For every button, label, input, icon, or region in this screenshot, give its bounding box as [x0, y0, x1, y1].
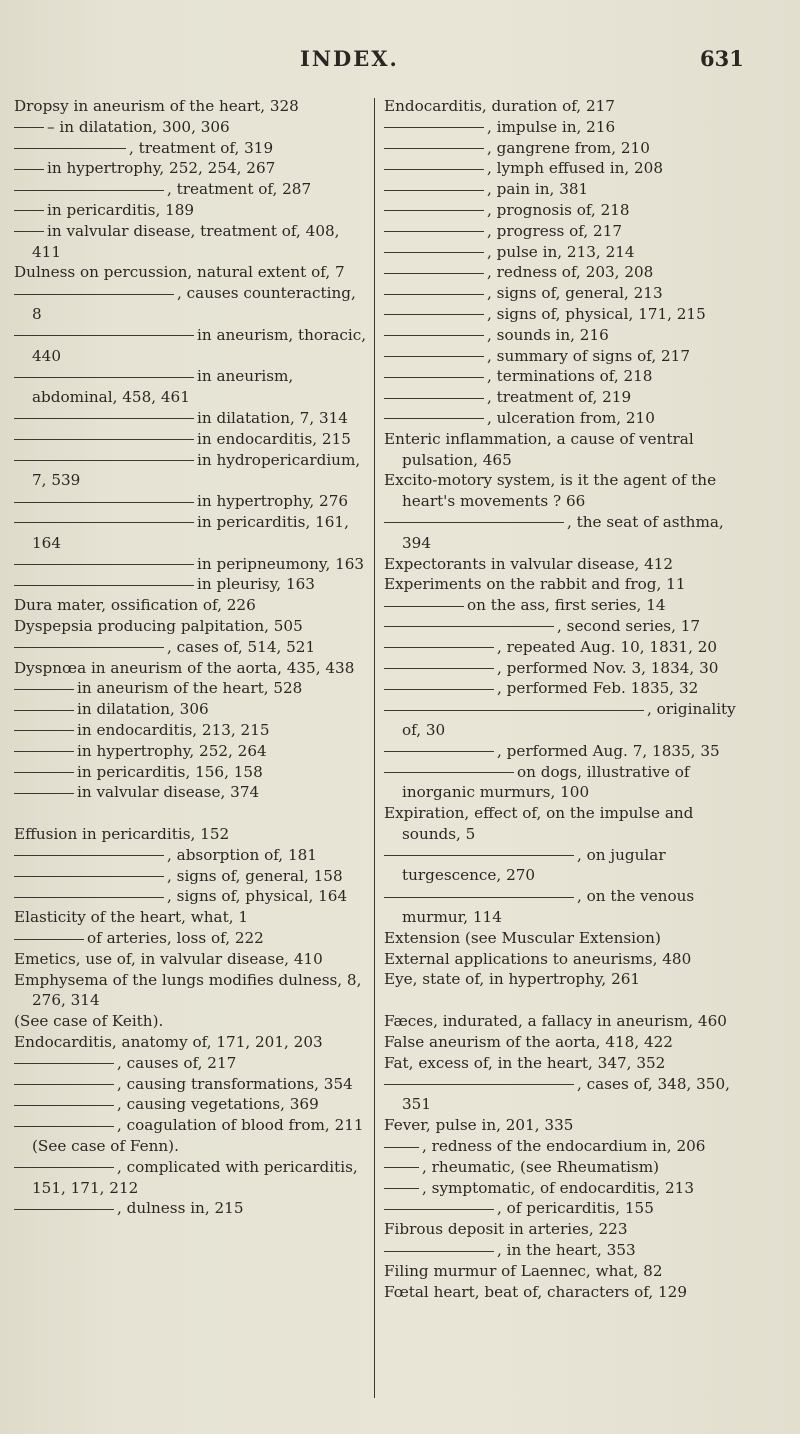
repeat-dash: [384, 647, 494, 648]
index-entry: [384, 678, 754, 699]
entry-text: , pain in, 381: [487, 180, 589, 199]
entry-text: , signs of, general, 158: [167, 866, 343, 885]
entry-text: in pericarditis, 189: [47, 200, 195, 219]
repeat-dash: [14, 772, 74, 773]
repeat-dash: [384, 626, 554, 627]
repeat-dash: [384, 377, 484, 378]
index-entry: [14, 699, 369, 720]
entry-text: in peripneumony, 163: [197, 554, 365, 573]
index-entry: [14, 366, 369, 408]
entry-text: , treatment of, 319: [129, 138, 274, 157]
repeat-dash: [14, 1126, 114, 1127]
repeat-dash: [384, 1251, 494, 1252]
index-entry: [384, 1261, 754, 1282]
index-entry: [384, 595, 754, 616]
index-entry: [384, 1032, 754, 1053]
entry-gap: [14, 803, 369, 824]
entry-text: in pericarditis, 161, 164: [32, 512, 349, 552]
entry-text: Endocarditis, anatomy of, 171, 201, 203: [14, 1033, 323, 1052]
index-entry: [14, 512, 369, 554]
entry-text: Fat, excess of, in the heart, 347, 352: [384, 1053, 666, 1072]
index-entry: [384, 512, 754, 554]
index-entry: [384, 969, 754, 990]
index-entry: [14, 408, 369, 429]
index-entry: [384, 616, 754, 637]
entry-text: , cases of, 348, 350, 351: [402, 1074, 730, 1114]
repeat-dash: [14, 647, 164, 648]
index-entry: [384, 325, 754, 346]
entry-text: Expiration, effect of, on the impulse and sounds, 5: [384, 804, 694, 843]
repeat-dash: [384, 210, 484, 211]
repeat-dash: [14, 190, 164, 191]
index-entry: [14, 491, 369, 512]
index-entry: [14, 325, 369, 367]
entry-text: in pericarditis, 156, 158: [77, 762, 263, 781]
index-entry: [14, 1157, 369, 1199]
repeat-dash: [384, 231, 484, 232]
entry-text: of arteries, loss of, 222: [87, 929, 264, 948]
entry-text: , ulceration from, 210: [487, 408, 655, 427]
index-entry: [384, 138, 754, 159]
repeat-dash: [14, 751, 74, 752]
entry-text: , symptomatic, of endocarditis, 213: [422, 1178, 695, 1197]
index-entry: [14, 1032, 369, 1053]
index-entry: [14, 741, 369, 762]
entry-text: , in the heart, 353: [497, 1241, 636, 1260]
entry-text: Elasticity of the heart, what, 1: [14, 908, 249, 927]
repeat-dash: [384, 252, 484, 253]
entry-text: , redness of the endocardium in, 206: [422, 1137, 706, 1156]
entry-text: Fibrous deposit in arteries, 223: [384, 1220, 628, 1239]
repeat-dash: [384, 273, 484, 274]
repeat-dash: [14, 294, 174, 295]
page-number: 631: [700, 46, 744, 71]
entry-text: , repeated Aug. 10, 1831, 20: [497, 637, 718, 656]
index-entry: [384, 1053, 754, 1074]
repeat-dash: [384, 710, 644, 711]
index-entry: [14, 158, 369, 179]
entry-text: – in dilatation, 300, 306: [47, 117, 230, 136]
repeat-dash: [384, 606, 464, 607]
index-entry: [384, 1157, 754, 1178]
index-entry: [384, 408, 754, 429]
index-entry: [14, 283, 369, 325]
index-entry: [384, 658, 754, 679]
entry-text: Fœtal heart, beat of, characters of, 129: [384, 1282, 687, 1301]
index-entry: [14, 179, 369, 200]
repeat-dash: [14, 793, 74, 794]
index-column-left: [14, 96, 369, 1219]
repeat-dash: [384, 522, 564, 523]
index-entry: [384, 429, 754, 471]
entry-text: in dilatation, 306: [77, 700, 209, 719]
entry-text: , rheumatic, (see Rheumatism): [422, 1157, 660, 1176]
repeat-dash: [384, 294, 484, 295]
index-entry: [384, 949, 754, 970]
repeat-dash: [384, 356, 484, 357]
entry-text: Filing murmur of Laennec, what, 82: [384, 1261, 663, 1280]
repeat-dash: [384, 190, 484, 191]
index-entry: [14, 450, 369, 492]
index-entry: [14, 554, 369, 575]
repeat-dash: [14, 939, 84, 940]
entry-text: , lymph effused in, 208: [487, 159, 663, 178]
entry-gap: [384, 990, 754, 1011]
index-entry: [14, 949, 369, 970]
repeat-dash: [384, 897, 574, 898]
entry-text: , coagulation of blood from, 211 (See case of Fenn).: [32, 1116, 364, 1156]
repeat-dash: [14, 1063, 114, 1064]
repeat-dash: [14, 210, 44, 211]
index-entry: [384, 304, 754, 325]
repeat-dash: [384, 418, 484, 419]
entry-text: , prognosis of, 218: [487, 200, 630, 219]
entry-text: False aneurism of the aorta, 418, 422: [384, 1033, 673, 1052]
entry-text: Fæces, indurated, a fallacy in aneurism, 460: [384, 1012, 727, 1031]
entry-text: , causes of, 217: [117, 1053, 237, 1072]
entry-text: in dilatation, 7, 314: [197, 408, 348, 427]
index-entry: [384, 574, 754, 595]
entry-text: , signs of, physical, 171, 215: [487, 304, 706, 323]
repeat-dash: [14, 522, 194, 523]
entry-text: , complicated with pericarditis, 151, 171, 212: [32, 1157, 358, 1197]
repeat-dash: [384, 169, 484, 170]
entry-text: , the seat of asthma, 394: [402, 512, 724, 552]
repeat-dash: [384, 1167, 419, 1168]
index-entry: [384, 200, 754, 221]
repeat-dash: [14, 564, 194, 565]
repeat-dash: [384, 335, 484, 336]
index-entry: [14, 429, 369, 450]
index-entry: [14, 595, 369, 616]
repeat-dash: [14, 127, 44, 128]
entry-text: , originality of, 30: [402, 700, 736, 739]
index-entry: [384, 470, 754, 512]
repeat-dash: [14, 876, 164, 877]
entry-text: , summary of signs of, 217: [487, 346, 690, 365]
index-entry: [384, 96, 754, 117]
index-entry: [384, 1282, 754, 1303]
index-entry: [14, 907, 369, 928]
index-entry: [14, 928, 369, 949]
repeat-dash: [14, 730, 74, 731]
repeat-dash: [14, 897, 164, 898]
repeat-dash: [14, 418, 194, 419]
entry-text: Extension (see Muscular Extension): [384, 928, 661, 947]
repeat-dash: [384, 127, 484, 128]
entry-text: in hypertrophy, 276: [197, 492, 349, 511]
entry-text: , performed Feb. 1835, 32: [497, 679, 699, 698]
index-entry: [14, 658, 369, 679]
entry-text: Emphysema of the lungs modifies dulness, 8, 276, 314: [14, 970, 362, 1010]
repeat-dash: [14, 585, 194, 586]
repeat-dash: [384, 668, 494, 669]
repeat-dash: [14, 148, 126, 149]
index-entry: [384, 1115, 754, 1136]
index-entry: [14, 782, 369, 803]
index-entry: [384, 928, 754, 949]
entry-text: in aneurism, abdominal, 458, 461: [32, 367, 294, 407]
index-entry: [14, 117, 369, 138]
index-entry: [14, 678, 369, 699]
index-entry: [14, 221, 369, 263]
repeat-dash: [14, 855, 164, 856]
repeat-dash: [384, 314, 484, 315]
index-entry: [384, 1074, 754, 1116]
index-entry: [14, 200, 369, 221]
entry-text: Dulness on percussion, natural extent of, 7: [14, 263, 345, 282]
entry-text: , absorption of, 181: [167, 845, 317, 864]
repeat-dash: [14, 1105, 114, 1106]
repeat-dash: [384, 1147, 419, 1148]
entry-text: , causing transformations, 354: [117, 1074, 353, 1093]
index-entry: [384, 637, 754, 658]
page-header: [0, 46, 800, 76]
index-entry: [384, 886, 754, 928]
entry-text: Eye, state of, in hypertrophy, 261: [384, 970, 641, 989]
repeat-dash: [384, 1209, 494, 1210]
entry-text: External applications to aneurisms, 480: [384, 949, 692, 968]
repeat-dash: [14, 710, 74, 711]
entry-text: (See case of Keith).: [14, 1012, 164, 1031]
index-entry: [384, 699, 754, 741]
entry-text: , second series, 17: [557, 616, 701, 635]
entry-text: , on jugular turgescence, 270: [402, 845, 666, 885]
index-entry: [384, 158, 754, 179]
repeat-dash: [384, 1084, 574, 1085]
index-entry: [384, 1136, 754, 1157]
entry-text: Dyspepsia producing palpitation, 505: [14, 616, 303, 635]
index-entry: [14, 96, 369, 117]
repeat-dash: [384, 855, 574, 856]
entry-text: in endocarditis, 213, 215: [77, 720, 270, 739]
entry-text: , causing vegetations, 369: [117, 1095, 319, 1114]
index-entry: [14, 1115, 369, 1157]
index-entry: [384, 803, 754, 845]
index-entry: [14, 138, 369, 159]
entry-text: , terminations of, 218: [487, 367, 653, 386]
entry-text: on dogs, illustrative of inorganic murmurs, 100: [402, 762, 690, 802]
index-entry: [14, 1011, 369, 1032]
index-entry: [14, 1094, 369, 1115]
repeat-dash: [14, 1209, 114, 1210]
index-entry: [384, 762, 754, 804]
entry-text: Emetics, use of, in valvular disease, 410: [14, 949, 323, 968]
index-entry: [384, 387, 754, 408]
index-entry: [14, 845, 369, 866]
repeat-dash: [384, 689, 494, 690]
repeat-dash: [384, 398, 484, 399]
index-entry: [14, 1074, 369, 1095]
index-entry: [384, 1240, 754, 1261]
index-entry: [384, 242, 754, 263]
index-entry: [384, 1178, 754, 1199]
repeat-dash: [14, 1084, 114, 1085]
entry-text: Experiments on the rabbit and frog, 11: [384, 575, 686, 594]
repeat-dash: [14, 1167, 114, 1168]
index-entry: [14, 970, 369, 1012]
column-divider: [374, 98, 375, 1398]
entry-text: , signs of, physical, 164: [167, 887, 348, 906]
entry-text: in endocarditis, 215: [197, 429, 351, 448]
index-entry: [384, 366, 754, 387]
entry-text: Dura mater, ossification of, 226: [14, 596, 256, 615]
entry-text: in aneurism of the heart, 528: [77, 679, 303, 698]
entry-text: , impulse in, 216: [487, 117, 616, 136]
index-column-right: [384, 96, 754, 1302]
entry-text: Dropsy in aneurism of the heart, 328: [14, 97, 299, 115]
entry-text: , performed Aug. 7, 1835, 35: [497, 741, 720, 760]
index-entry: [384, 179, 754, 200]
entry-text: Dyspnœa in aneurism of the aorta, 435, 438: [14, 658, 355, 677]
index-entry: [384, 117, 754, 138]
index-entry: [14, 616, 369, 637]
index-entry: [14, 1198, 369, 1219]
entry-text: in valvular disease, 374: [77, 783, 260, 802]
entry-text: , of pericarditis, 155: [497, 1199, 654, 1218]
repeat-dash: [14, 335, 194, 336]
entry-text: , performed Nov. 3, 1834, 30: [497, 658, 719, 677]
entry-text: in hypertrophy, 252, 254, 267: [47, 159, 276, 178]
repeat-dash: [14, 231, 44, 232]
entry-text: on the ass, first series, 14: [467, 596, 666, 615]
entry-text: , signs of, general, 213: [487, 284, 663, 303]
entry-text: , cases of, 514, 521: [167, 637, 316, 656]
index-entry: [384, 1219, 754, 1240]
repeat-dash: [14, 689, 74, 690]
entry-text: in valvular disease, treatment of, 408, 411: [32, 221, 340, 261]
index-entry: [14, 637, 369, 658]
index-entry: [14, 1053, 369, 1074]
repeat-dash: [14, 502, 194, 503]
index-entry: [384, 1198, 754, 1219]
entry-text: , treatment of, 219: [487, 388, 632, 407]
entry-text: , on the venous murmur, 114: [402, 887, 695, 927]
index-entry: [384, 283, 754, 304]
index-entry: [384, 262, 754, 283]
index-entry: [14, 866, 369, 887]
index-entry: [14, 886, 369, 907]
page-title: INDEX.: [300, 46, 399, 71]
index-entry: [384, 221, 754, 242]
entry-text: Fever, pulse in, 201, 335: [384, 1116, 574, 1135]
repeat-dash: [384, 1188, 419, 1189]
entry-text: Excito-motory system, is it the agent of the heart's movements ? 66: [384, 471, 717, 511]
repeat-dash: [14, 169, 44, 170]
entry-text: in hydropericardium, 7, 539: [32, 450, 361, 490]
repeat-dash: [384, 148, 484, 149]
repeat-dash: [384, 772, 514, 773]
entry-text: Effusion in pericarditis, 152: [14, 825, 230, 844]
index-entry: [384, 845, 754, 887]
entry-text: , pulse in, 213, 214: [487, 242, 635, 261]
entry-text: , treatment of, 287: [167, 180, 312, 199]
repeat-dash: [14, 460, 194, 461]
entry-text: Expectorants in valvular disease, 412: [384, 554, 674, 573]
entry-text: , gangrene from, 210: [487, 138, 650, 157]
index-entry: [14, 824, 369, 845]
entry-text: Endocarditis, duration of, 217: [384, 97, 615, 115]
index-entry: [384, 346, 754, 367]
entry-text: , progress of, 217: [487, 221, 623, 240]
entry-text: in aneurism, thoracic, 440: [32, 325, 367, 365]
entry-text: , dulness in, 215: [117, 1199, 244, 1218]
entry-text: in hypertrophy, 252, 264: [77, 741, 267, 760]
index-entry: [384, 741, 754, 762]
index-entry: [14, 762, 369, 783]
entry-text: in pleurisy, 163: [197, 575, 315, 594]
index-entry: [14, 262, 369, 283]
entry-text: , causes counteracting, 8: [32, 284, 356, 323]
index-entry: [14, 720, 369, 741]
entry-text: Enteric inflammation, a cause of ventral pulsation, 465: [384, 429, 694, 469]
index-entry: [384, 1011, 754, 1032]
entry-text: , sounds in, 216: [487, 325, 609, 344]
repeat-dash: [384, 751, 494, 752]
entry-text: , redness of, 203, 208: [487, 263, 654, 282]
repeat-dash: [14, 439, 194, 440]
index-entry: [14, 574, 369, 595]
index-entry: [384, 554, 754, 575]
repeat-dash: [14, 377, 194, 378]
